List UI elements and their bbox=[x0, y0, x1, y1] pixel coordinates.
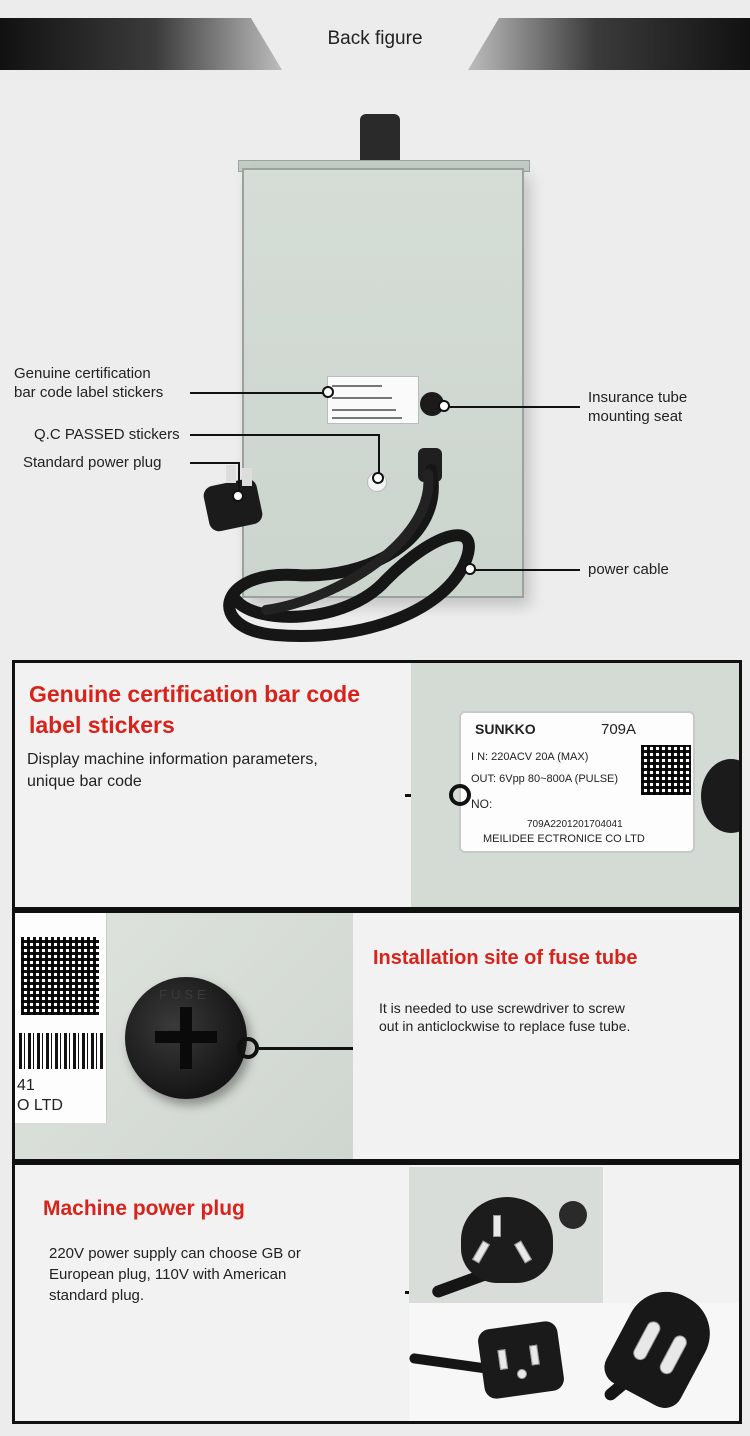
annotation-fuse bbox=[588, 388, 687, 426]
fuse-panel bbox=[12, 910, 742, 1162]
power-cable-illustration bbox=[196, 460, 516, 660]
annotation-qc-dot bbox=[372, 472, 384, 484]
annotation-fuse-line2: mounting seat bbox=[588, 408, 683, 425]
fuse-photo-text-1: 41 bbox=[17, 1077, 35, 1094]
annotation-cert-line2: bar code label stickers bbox=[14, 384, 164, 401]
fuse-cap bbox=[125, 977, 247, 1099]
annotation-cert-line1: Genuine certification bbox=[14, 365, 151, 382]
cert-panel-title-line1: Genuine certification bar code bbox=[29, 681, 361, 707]
sticker-no: NO: bbox=[471, 797, 493, 811]
gb-plug-photo bbox=[409, 1167, 603, 1303]
sticker-model: 709A bbox=[601, 721, 637, 738]
annotation-cert-leader bbox=[190, 392, 330, 394]
header-banner bbox=[0, 0, 750, 80]
us-eu-plug-photo bbox=[409, 1303, 742, 1421]
cert-panel-title-line2: label stickers bbox=[29, 712, 175, 738]
rating-sticker bbox=[459, 711, 695, 853]
annotation-cable: power cable bbox=[588, 561, 669, 578]
cert-panel-title bbox=[29, 679, 409, 741]
back-view-section bbox=[0, 80, 750, 660]
annotation-cable-leader bbox=[470, 569, 580, 571]
cert-pointer-ring bbox=[449, 784, 471, 806]
plug-panel-desc bbox=[49, 1243, 301, 1306]
plug-panel-title: Machine power plug bbox=[43, 1197, 245, 1220]
sticker-brand: SUNKKO bbox=[475, 721, 536, 737]
plug-panel-desc-line2: European plug, 110V with American bbox=[49, 1266, 287, 1283]
annotation-qc-leader bbox=[190, 434, 380, 436]
cert-panel-desc-line2: unique bar code bbox=[27, 773, 142, 790]
qr-code bbox=[641, 745, 691, 795]
annotation-cable-dot bbox=[464, 563, 476, 575]
fuse-photo-sticker bbox=[15, 913, 107, 1123]
annotation-plug-dot bbox=[232, 490, 244, 502]
banner-title: Back figure bbox=[327, 28, 423, 49]
qr-code bbox=[21, 937, 99, 1015]
fuse-panel-desc-line2: out in anticlockwise to replace fuse tube. bbox=[379, 1018, 631, 1034]
cert-panel-desc-line1: Display machine information parameters, bbox=[27, 751, 318, 768]
us-plug bbox=[477, 1320, 566, 1400]
fuse-photo-text-2: O LTD bbox=[17, 1097, 63, 1114]
plug-panel-desc-line3: standard plug. bbox=[49, 1287, 145, 1304]
sticker-company: MEILIDEE ECTRONICE CO LTD bbox=[483, 833, 645, 845]
gb-plug-knob bbox=[559, 1201, 587, 1229]
fuse-panel-title: Installation site of fuse tube bbox=[373, 947, 638, 969]
fuse-panel-desc-line1: It is needed to use screwdriver to screw bbox=[379, 1000, 625, 1016]
cert-label-panel bbox=[12, 660, 742, 910]
annotation-qc-leader-v bbox=[378, 434, 380, 474]
sticker-input-rating: I N: 220ACV 20A (MAX) bbox=[471, 751, 589, 763]
annotation-plug-leader bbox=[190, 462, 240, 464]
fuse-panel-desc bbox=[379, 999, 630, 1035]
cert-panel-desc bbox=[27, 749, 318, 793]
fuse-cap-text: FUSE bbox=[159, 987, 210, 1002]
annotation-plug: Standard power plug bbox=[23, 454, 162, 471]
annotation-qc: Q.C PASSED stickers bbox=[34, 426, 180, 443]
annotation-fuse-dot bbox=[438, 400, 450, 412]
banner-left-bar bbox=[0, 18, 282, 70]
fuse-pointer-line bbox=[259, 1047, 353, 1050]
banner-right-bar bbox=[468, 18, 750, 70]
annotation-fuse-line1: Insurance tube bbox=[588, 389, 688, 406]
machine-rating-label bbox=[327, 376, 419, 424]
sticker-output-rating: OUT: 6Vpp 80~800A (PULSE) bbox=[471, 773, 619, 785]
gb-plug bbox=[461, 1197, 553, 1283]
fuse-pointer-ring bbox=[237, 1037, 259, 1059]
sticker-serial: 709A2201201704041 bbox=[527, 819, 623, 830]
plug-panel-desc-line1: 220V power supply can choose GB or bbox=[49, 1245, 301, 1262]
power-plug-panel bbox=[12, 1162, 742, 1424]
annotation-fuse-leader bbox=[444, 406, 580, 408]
fuse-knob-edge bbox=[701, 759, 742, 833]
annotation-cert-label bbox=[14, 364, 163, 402]
annotation-cert-dot bbox=[322, 386, 334, 398]
barcode bbox=[19, 1033, 103, 1069]
fuse-photo bbox=[15, 913, 353, 1159]
